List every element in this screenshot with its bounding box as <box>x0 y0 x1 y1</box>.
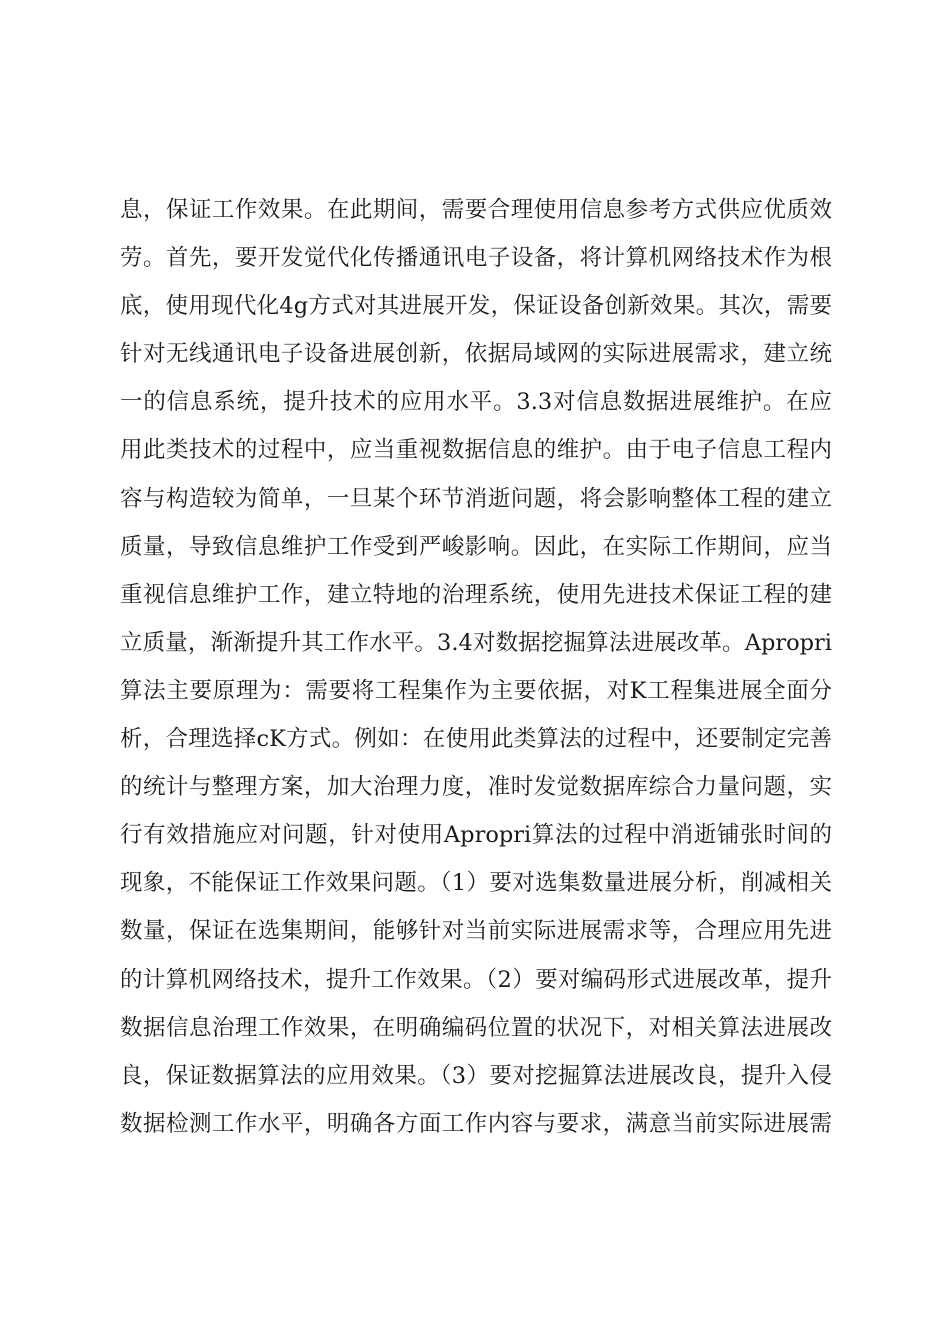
text-line-9: 重视信息维护工作，建立特地的治理系统，使用先进技术保证工程的建 <box>120 581 832 608</box>
text-line-15: 现象，不能保证工作效果问题。（1）要对选集数量进展分析，削减相关 <box>120 870 832 897</box>
text-line-8: 质量，导致信息维护工作受到严峻影响。因此，在实际工作期间，应当 <box>120 533 832 560</box>
text-line-18: 数据信息治理工作效果，在明确编码位置的状况下，对相关算法进展改 <box>120 1014 832 1041</box>
text-line-16: 数量，保证在选集期间，能够针对当前实际进展需求等，合理应用先进 <box>120 918 832 945</box>
text-line-19: 良，保证数据算法的应用效果。（3）要对挖掘算法进展改良，提升入侵 <box>120 1062 832 1089</box>
text-line-3: 底，使用现代化4g方式对其进展开发，保证设备创新效果。其次，需要 <box>120 293 832 320</box>
text-line-12: 析，合理选择cK方式。例如：在使用此类算法的过程中，还要制定完善 <box>120 726 832 753</box>
text-line-1: 息，保证工作效果。在此期间，需要合理使用信息参考方式供应优质效 <box>120 197 832 223</box>
text-line-5: 一的信息系统，提升技术的应用水平。3.3对信息数据进展维护。在应 <box>120 389 832 416</box>
text-line-4: 针对无线通讯电子设备进展创新，依据局域网的实际进展需求，建立统 <box>120 341 832 368</box>
text-line-14: 行有效措施应对问题，针对使用Apropri算法的过程中消逝铺张时间的 <box>120 822 832 849</box>
text-line-11: 算法主要原理为：需要将工程集作为主要依据，对K工程集进展全面分 <box>120 677 832 704</box>
text-line-13: 的统计与整理方案，加大治理力度，准时发觉数据库综合力量问题，实 <box>120 774 832 801</box>
text-line-7: 容与构造较为简单，一旦某个环节消逝问题，将会影响整体工程的建立 <box>120 485 832 512</box>
body-paragraph <box>120 186 832 1148</box>
text-line-17: 的计算机网络技术，提升工作效果。（2）要对编码形式进展改革，提升 <box>120 966 832 993</box>
text-line-6: 用此类技术的过程中，应当重视数据信息的维护。由于电子信息工程内 <box>120 437 832 464</box>
text-line-2: 劳。首先，要开发觉代化传播通讯电子设备，将计算机网络技术作为根 <box>120 245 832 272</box>
text-line-10: 立质量，渐渐提升其工作水平。3.4对数据挖掘算法进展改革。Apropri <box>120 629 832 656</box>
text-line-20: 数据检测工作水平，明确各方面工作内容与要求，满意当前实际进展需 <box>120 1110 832 1137</box>
